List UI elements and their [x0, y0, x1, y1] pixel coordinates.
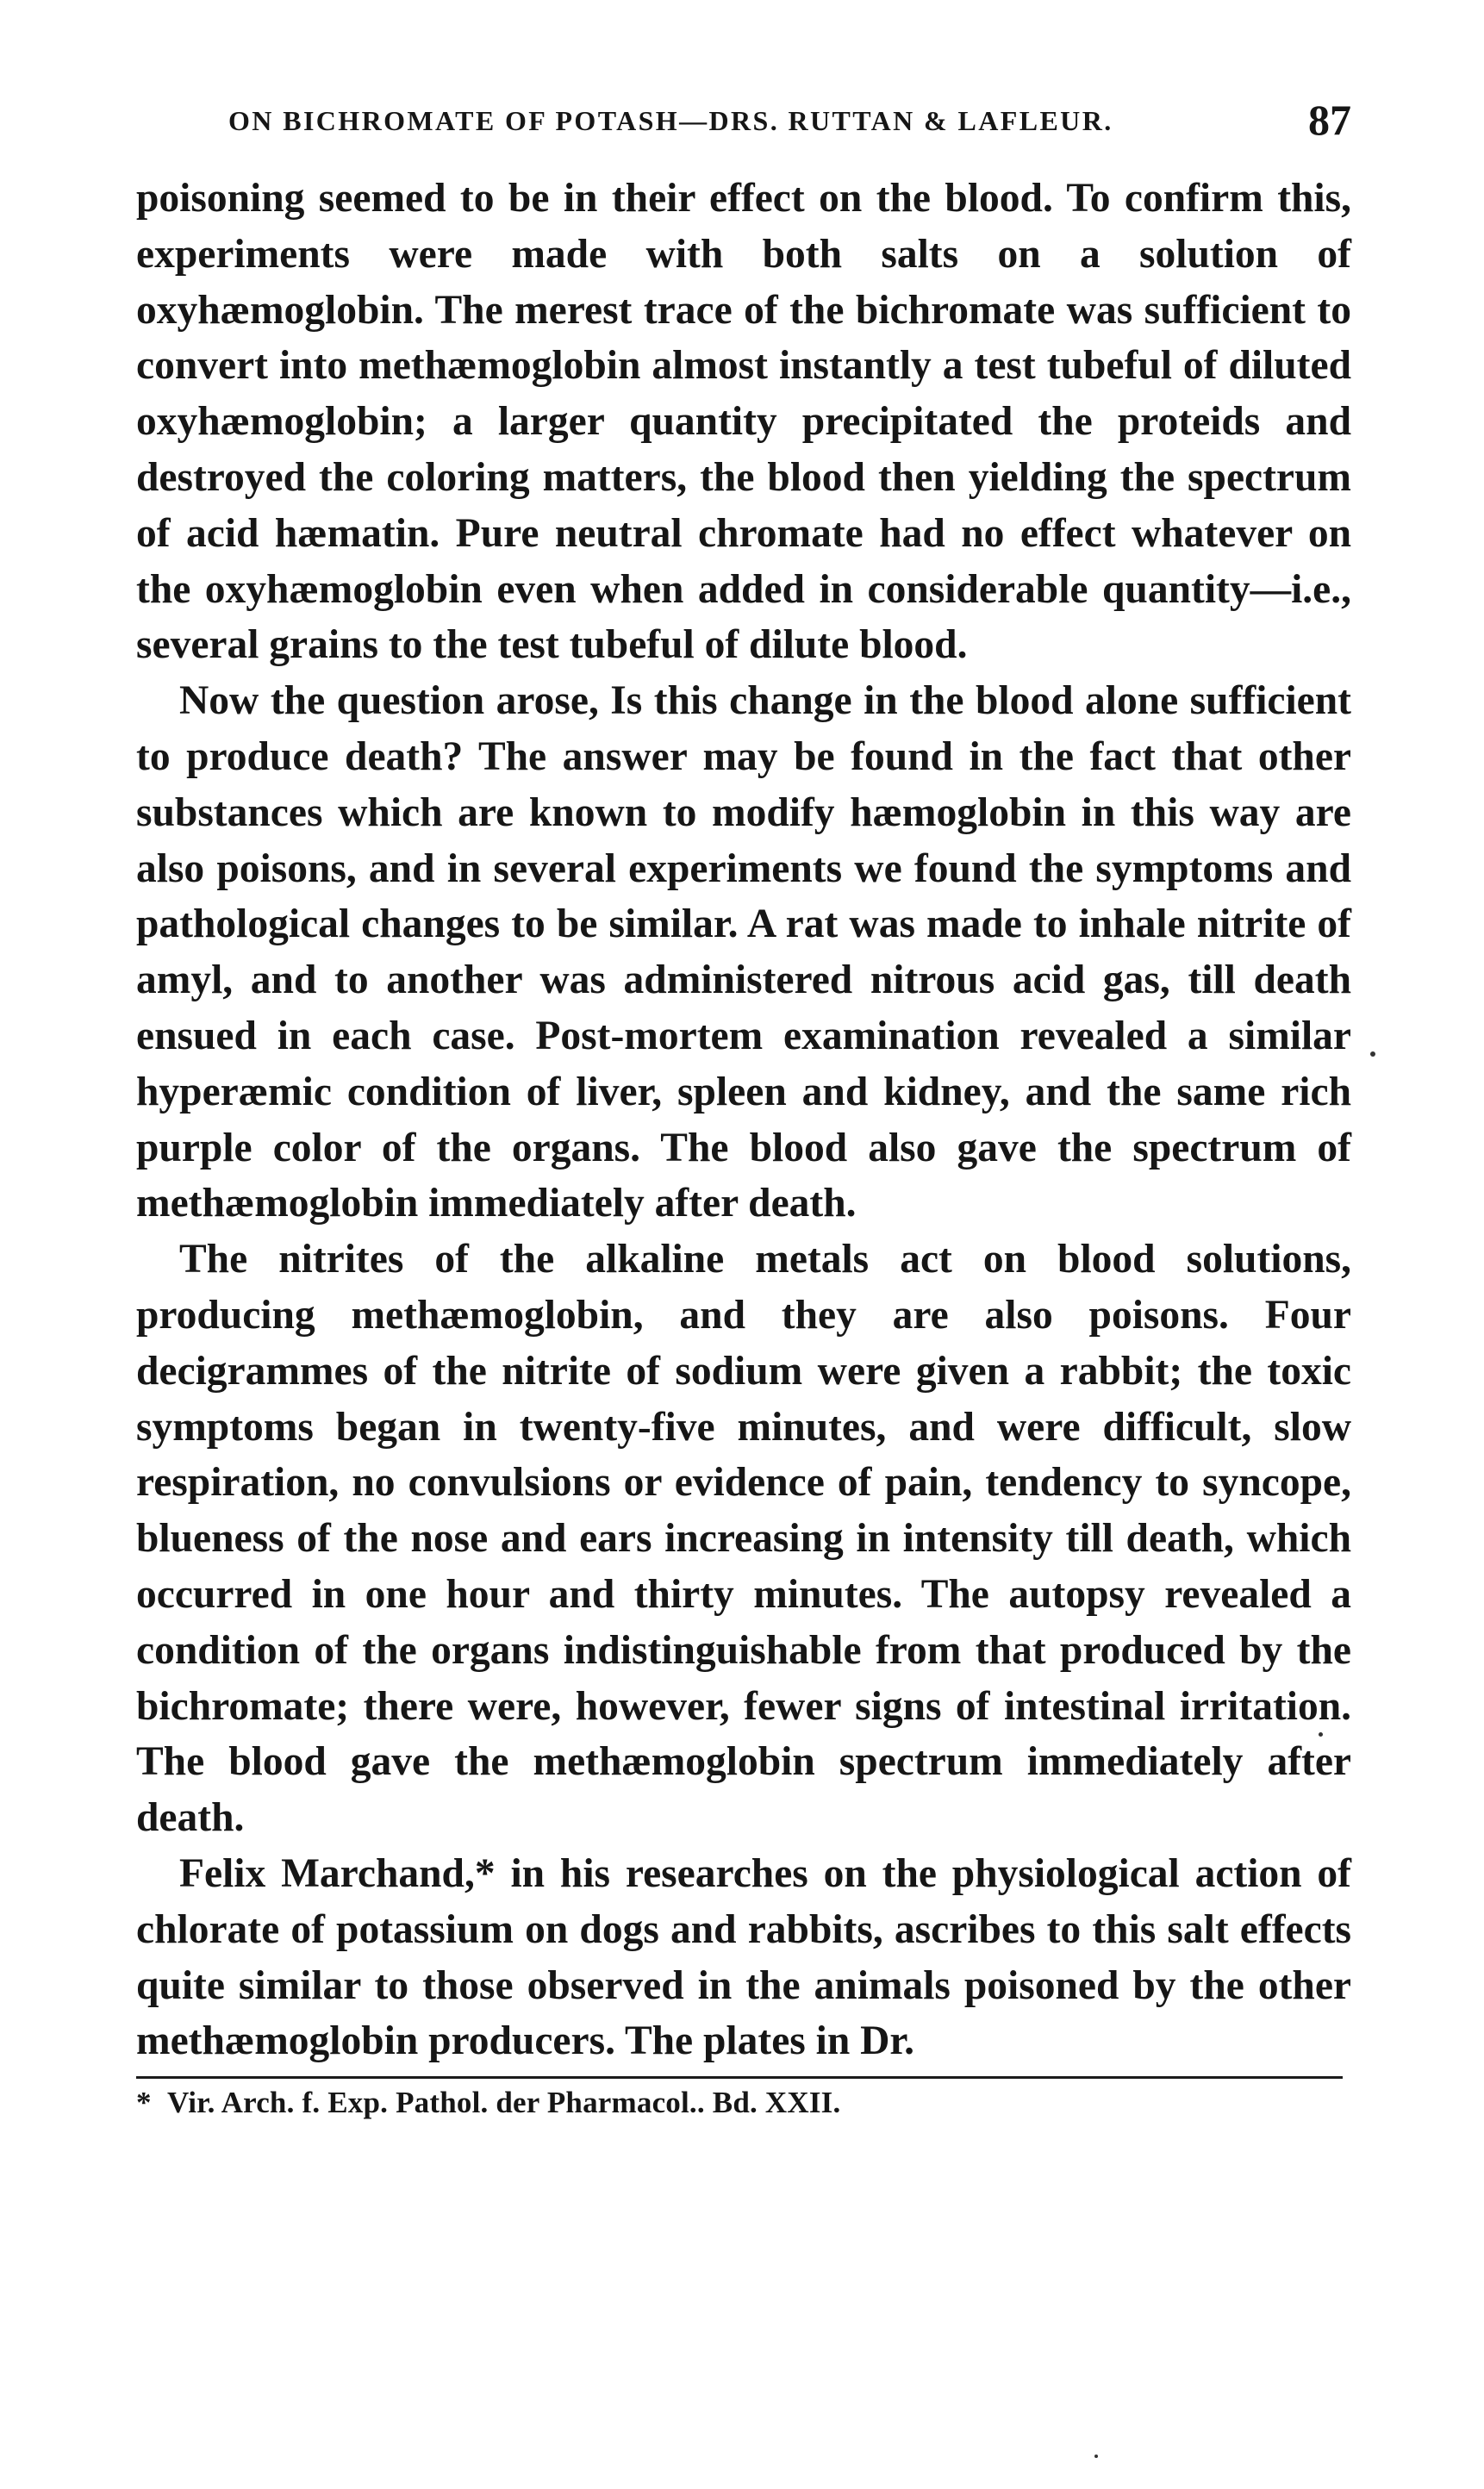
document-page	[136, 95, 1351, 2120]
scan-speck	[1319, 1732, 1323, 1737]
scan-speck	[1094, 2455, 1098, 2458]
page-number: 87	[1308, 96, 1351, 144]
body-text	[136, 171, 1351, 2069]
paragraph-1: poisoning seemed to be in their effect on the blood. To confirm this, experiments were made with both salts on a solution of oxyhæmoglobin. The merest trace of the bichromate was sufficient to convert into methæmoglobin almost instantly a test tubeful of diluted oxyhæmoglobin; a larger quantity precipitated the proteids and destroyed the coloring matters, the blood then yielding the spectrum of acid hæmatin. Pure neutral chromate had no effect whatever on the oxyhæmoglobin even when added in considerable quantity—i.e., several grains to the test tubeful of dilute blood.	[136, 176, 1351, 668]
footnote-text: Vir. Arch. f. Exp. Pathol. der Pharmacol.. Bd. XXII.	[167, 2086, 841, 2120]
paragraph-4: Felix Marchand,* in his researches on the physiological action of chlorate of potassium on dogs and rabbits, ascribes to this salt effects quite similar to those observed in the animals poisoned by the other methæmoglobin producers. The plates in Dr.	[136, 1850, 1351, 2064]
footnote-rule	[136, 2076, 1343, 2079]
running-title: ON BICHROMATE OF POTASH—DRS. RUTTAN & LAFLEUR.	[228, 105, 1113, 136]
running-head	[136, 95, 1351, 147]
paragraph-3: The nitrites of the alkaline metals act on blood solutions, producing methæmoglobin, and they are also poisons. Four decigrammes of the nitrite of sodium were given a rabbit; the toxic symptoms began in twenty-five minutes, and were difficult, slow respiration, no convulsions or evidence of pain, tendency to syncope, blueness of the nose and ears increasing in intensity till death, which occurred in one hour and thirty minutes. The autopsy revealed a condition of the organs indistinguishable from that produced by the bichromate; there were, however, fewer signs of intestinal irritation. The blood gave the methæmoglobin spectrum immediately after death.	[136, 1237, 1351, 1841]
footnote-mark: *	[136, 2086, 152, 2120]
scan-speck	[1370, 1051, 1375, 1057]
footnote	[136, 2086, 1351, 2120]
paragraph-2: Now the question arose, Is this change in the blood alone sufficient to produce death? The answer may be found in the fact that other substances which are known to modify hæmoglobin in this way are also poisons, and in several experiments we found the symptoms and pathological changes to be similar. A rat was made to inhale nitrite of amyl, and to another was administered nitrous acid gas, till death ensued in each case. Post-mortem examination revealed a similar hyperæmic condition of liver, spleen and kidney, and the same rich purple color of the organs. The blood also gave the spectrum of methæmoglobin immediately after death.	[136, 678, 1351, 1226]
